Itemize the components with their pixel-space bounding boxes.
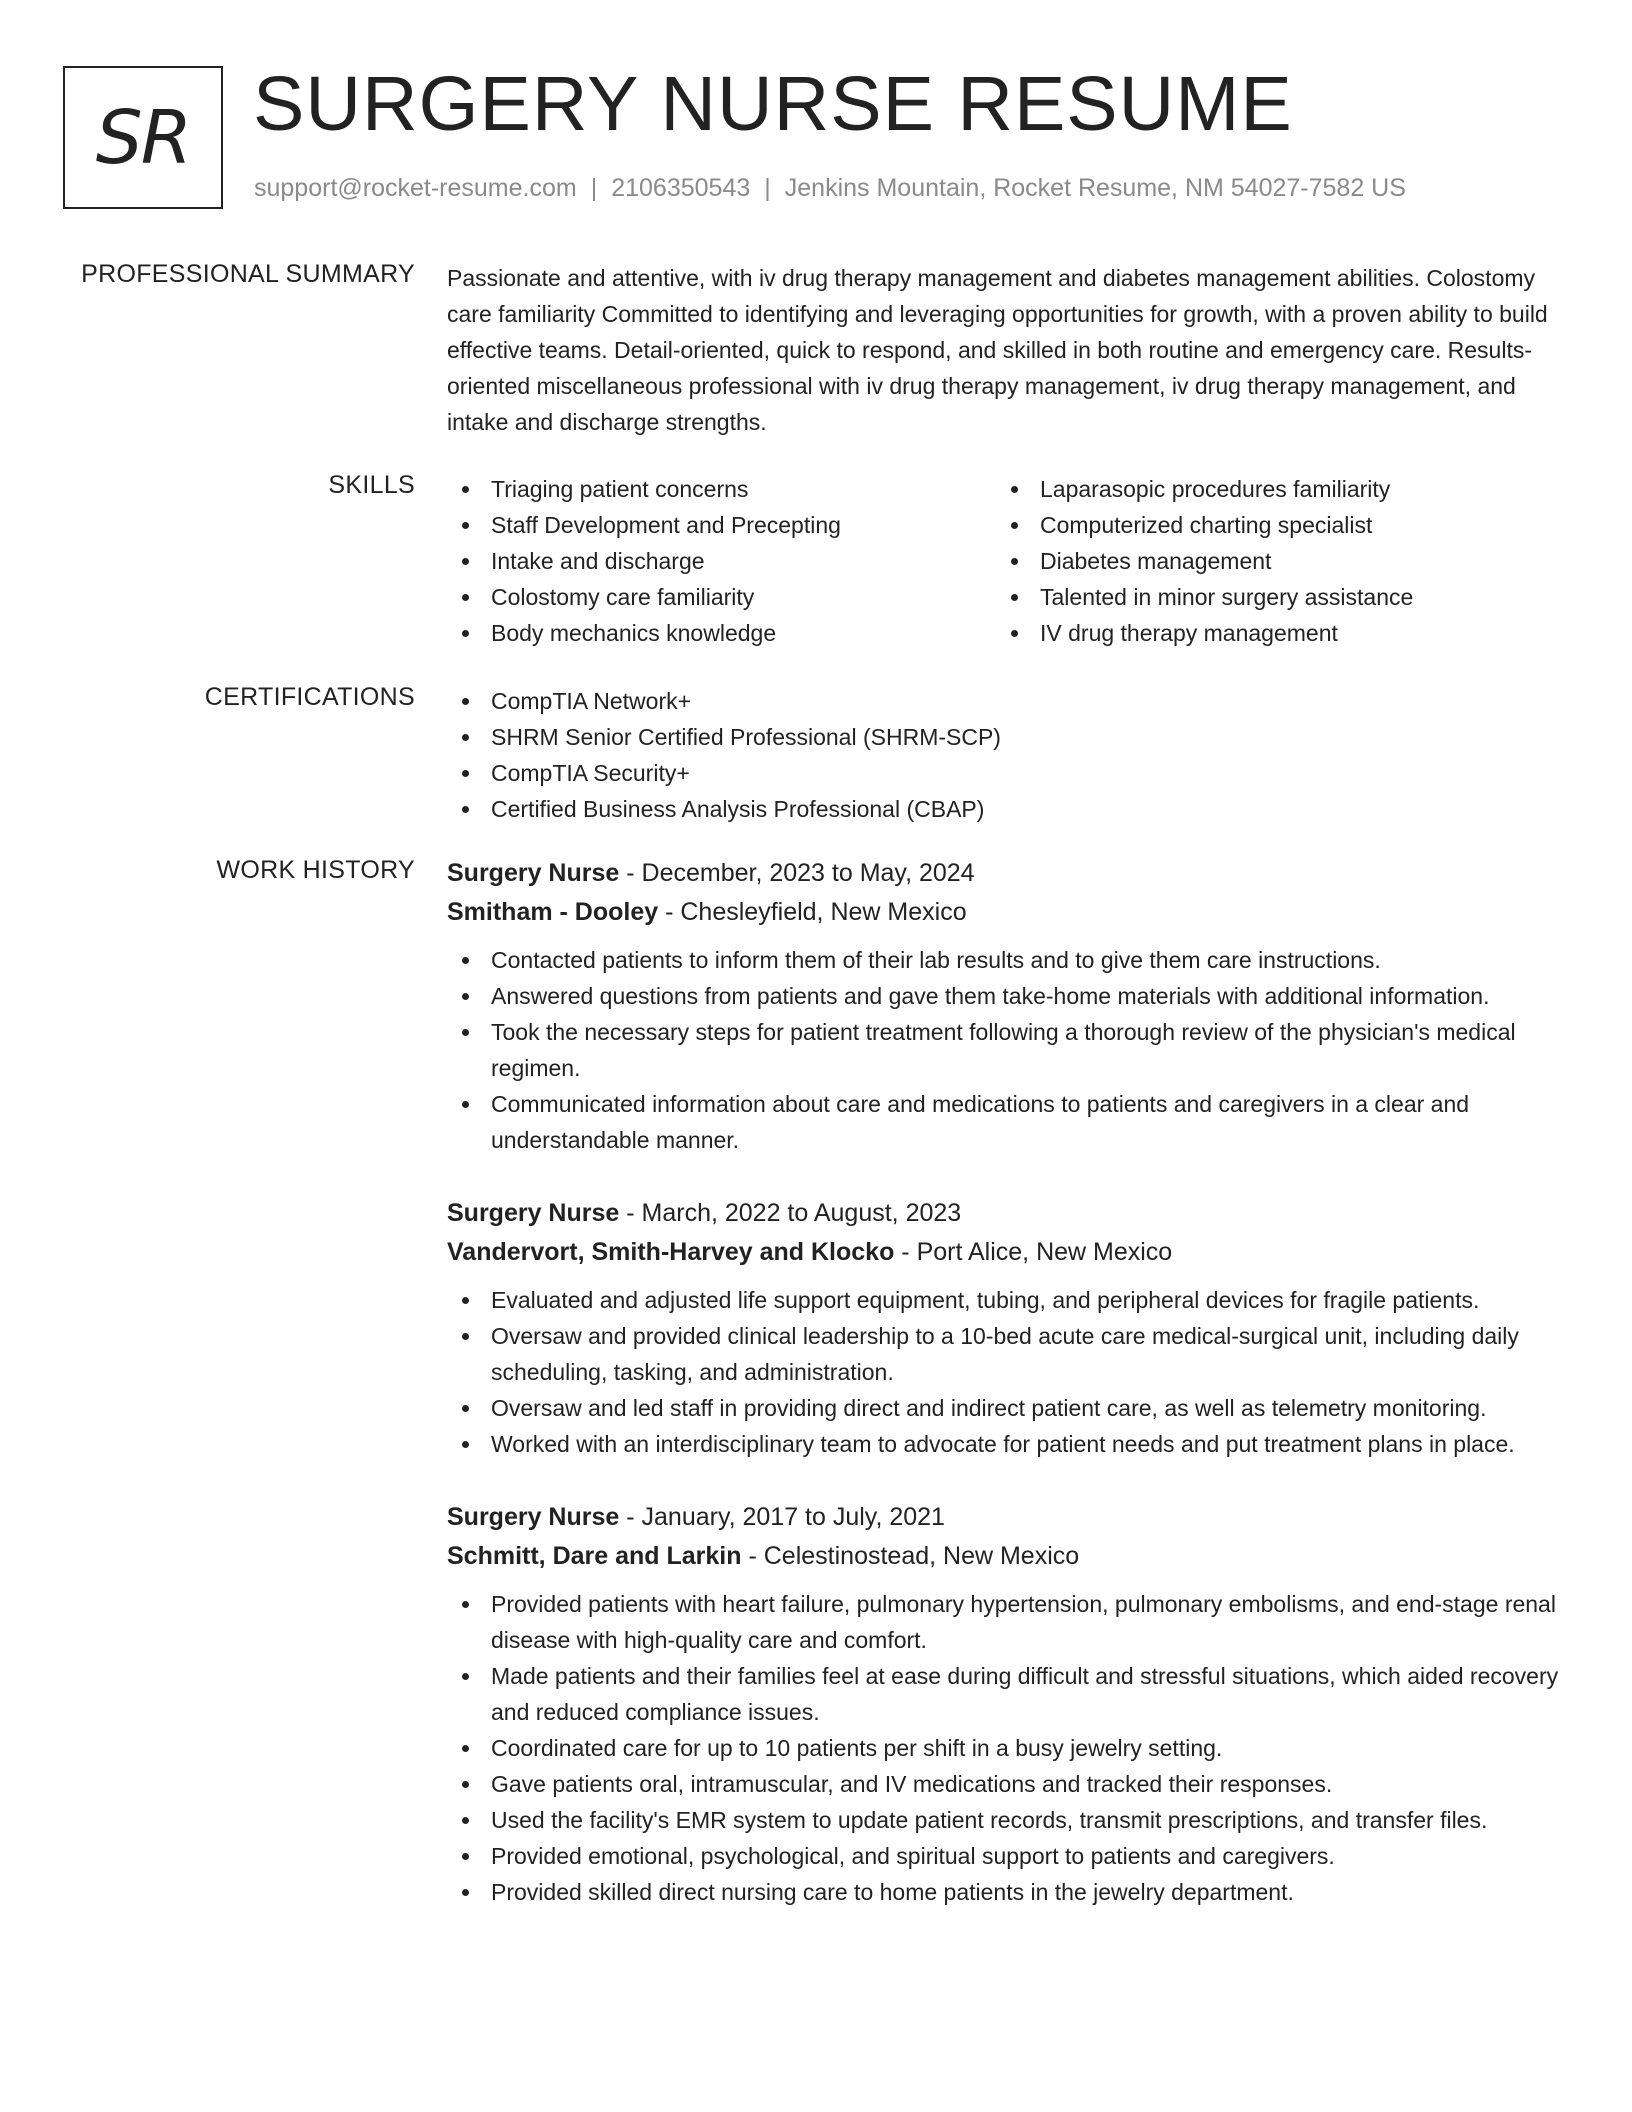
job-company: Smitham - Dooley	[447, 898, 659, 926]
skills-list-left	[447, 471, 996, 651]
job-dates: - December, 2023 to May, 2024	[619, 859, 975, 887]
job-duty: Took the necessary steps for patient treatment following a thorough review of the physician's medical regimen.	[447, 1014, 1567, 1086]
job-duty: Used the facility's EMR system to update patient records, transmit prescriptions, and transfer files.	[447, 1802, 1567, 1838]
job-title-line	[447, 854, 1567, 893]
job-role: Surgery Nurse	[447, 1503, 620, 1531]
job-duty: Made patients and their families feel at ease during difficult and stressful situations, which aided recovery and reduced compliance issues.	[447, 1658, 1567, 1730]
monogram-initials: SR	[95, 94, 191, 181]
skills-list-right	[996, 471, 1556, 651]
job-company-line	[447, 1537, 1567, 1576]
summary-heading: PROFESSIONAL SUMMARY	[81, 260, 415, 288]
resume-header	[63, 61, 1583, 211]
job-duty: Coordinated care for up to 10 patients per shift in a busy jewelry setting.	[447, 1730, 1567, 1766]
skill-item: Diabetes management	[996, 543, 1556, 579]
job-role: Surgery Nurse	[447, 1199, 620, 1227]
job-company: Schmitt, Dare and Larkin	[447, 1542, 742, 1570]
job-duties	[447, 942, 1567, 1158]
job-duty: Worked with an interdisciplinary team to advocate for patient needs and put treatment plans in place.	[447, 1426, 1567, 1462]
certifications-heading: CERTIFICATIONS	[204, 683, 415, 711]
contact-line	[254, 174, 1406, 203]
skill-item: Body mechanics knowledge	[447, 615, 996, 651]
job-role: Surgery Nurse	[447, 859, 620, 887]
job-dates: - March, 2022 to August, 2023	[619, 1199, 962, 1227]
job-duty: Provided skilled direct nursing care to home patients in the jewelry department.	[447, 1874, 1567, 1910]
skill-item: Triaging patient concerns	[447, 471, 996, 507]
skill-item: Laparasopic procedures familiarity	[996, 471, 1556, 507]
job-duty: Provided patients with heart failure, pulmonary hypertension, pulmonary embolisms, and end-stage renal disease with high-quality care and comfort.	[447, 1586, 1567, 1658]
skill-item: Talented in minor surgery assistance	[996, 579, 1556, 615]
job-location: - Celestinostead, New Mexico	[741, 1542, 1080, 1570]
skill-item: Intake and discharge	[447, 543, 996, 579]
job-duties	[447, 1282, 1567, 1462]
job-duty: Contacted patients to inform them of their lab results and to give them care instructions.	[447, 942, 1567, 978]
contact-email[interactable]: support@rocket-resume.com	[254, 174, 577, 202]
certifications-list	[447, 683, 1567, 827]
job-dates: - January, 2017 to July, 2021	[619, 1503, 945, 1531]
job-company-line	[447, 893, 1567, 932]
job-entry	[447, 854, 1567, 1158]
contact-address: Jenkins Mountain, Rocket Resume, NM 54027-7582 US	[784, 174, 1406, 202]
job-duty: Gave patients oral, intramuscular, and IV medications and tracked their responses.	[447, 1766, 1567, 1802]
certification-item: SHRM Senior Certified Professional (SHRM-SCP)	[447, 719, 1567, 755]
job-location: - Chesleyfield, New Mexico	[658, 898, 967, 926]
job-entry	[447, 1498, 1567, 1910]
certification-item: CompTIA Network+	[447, 683, 1567, 719]
job-duty: Answered questions from patients and gave them take-home materials with additional information.	[447, 978, 1567, 1014]
job-duty: Communicated information about care and medications to patients and caregivers in a clear and understandable manner.	[447, 1086, 1567, 1158]
certification-item: Certified Business Analysis Professional (CBAP)	[447, 791, 1567, 827]
certification-item: CompTIA Security+	[447, 755, 1567, 791]
skill-item: Colostomy care familiarity	[447, 579, 996, 615]
resume-title: SURGERY NURSE RESUME	[253, 61, 1293, 147]
monogram-box	[63, 66, 223, 209]
skills-heading: SKILLS	[328, 471, 415, 499]
summary-text: Passionate and attentive, with iv drug therapy management and diabetes management abilities. Colostomy care familiarity Committed to identifying and leveraging opportunities for growth, with a proven ability to build effective teams. Detail-oriented, quick to respond, and skilled in both routine and emergency care. Results-oriented miscellaneous professional with iv drug therapy management, iv drug therapy management, and intake and discharge strengths.	[447, 265, 1548, 435]
job-duty: Evaluated and adjusted life support equipment, tubing, and peripheral devices for fragile patients.	[447, 1282, 1567, 1318]
skill-item: Staff Development and Precepting	[447, 507, 996, 543]
skills-grid	[447, 471, 1567, 651]
job-duty: Oversaw and provided clinical leadership to a 10-bed acute care medical-surgical unit, including daily scheduling, tasking, and administration.	[447, 1318, 1567, 1390]
contact-separator: |	[764, 174, 771, 202]
job-company: Vandervort, Smith-Harvey and Klocko	[447, 1238, 895, 1266]
job-duty: Oversaw and led staff in providing direct and indirect patient care, as well as telemetry monitoring.	[447, 1390, 1567, 1426]
work-history-heading: WORK HISTORY	[216, 856, 415, 884]
job-title-line	[447, 1194, 1567, 1233]
contact-phone[interactable]: 2106350543	[611, 174, 751, 202]
job-company-line	[447, 1233, 1567, 1272]
job-location: - Port Alice, New Mexico	[894, 1238, 1173, 1266]
contact-separator: |	[590, 174, 598, 202]
skill-item: IV drug therapy management	[996, 615, 1556, 651]
jobs-container	[447, 854, 1567, 1946]
job-duty: Provided emotional, psychological, and spiritual support to patients and caregivers.	[447, 1838, 1567, 1874]
job-title-line	[447, 1498, 1567, 1537]
skill-item: Computerized charting specialist	[996, 507, 1556, 543]
job-duties	[447, 1586, 1567, 1910]
job-entry	[447, 1194, 1567, 1462]
